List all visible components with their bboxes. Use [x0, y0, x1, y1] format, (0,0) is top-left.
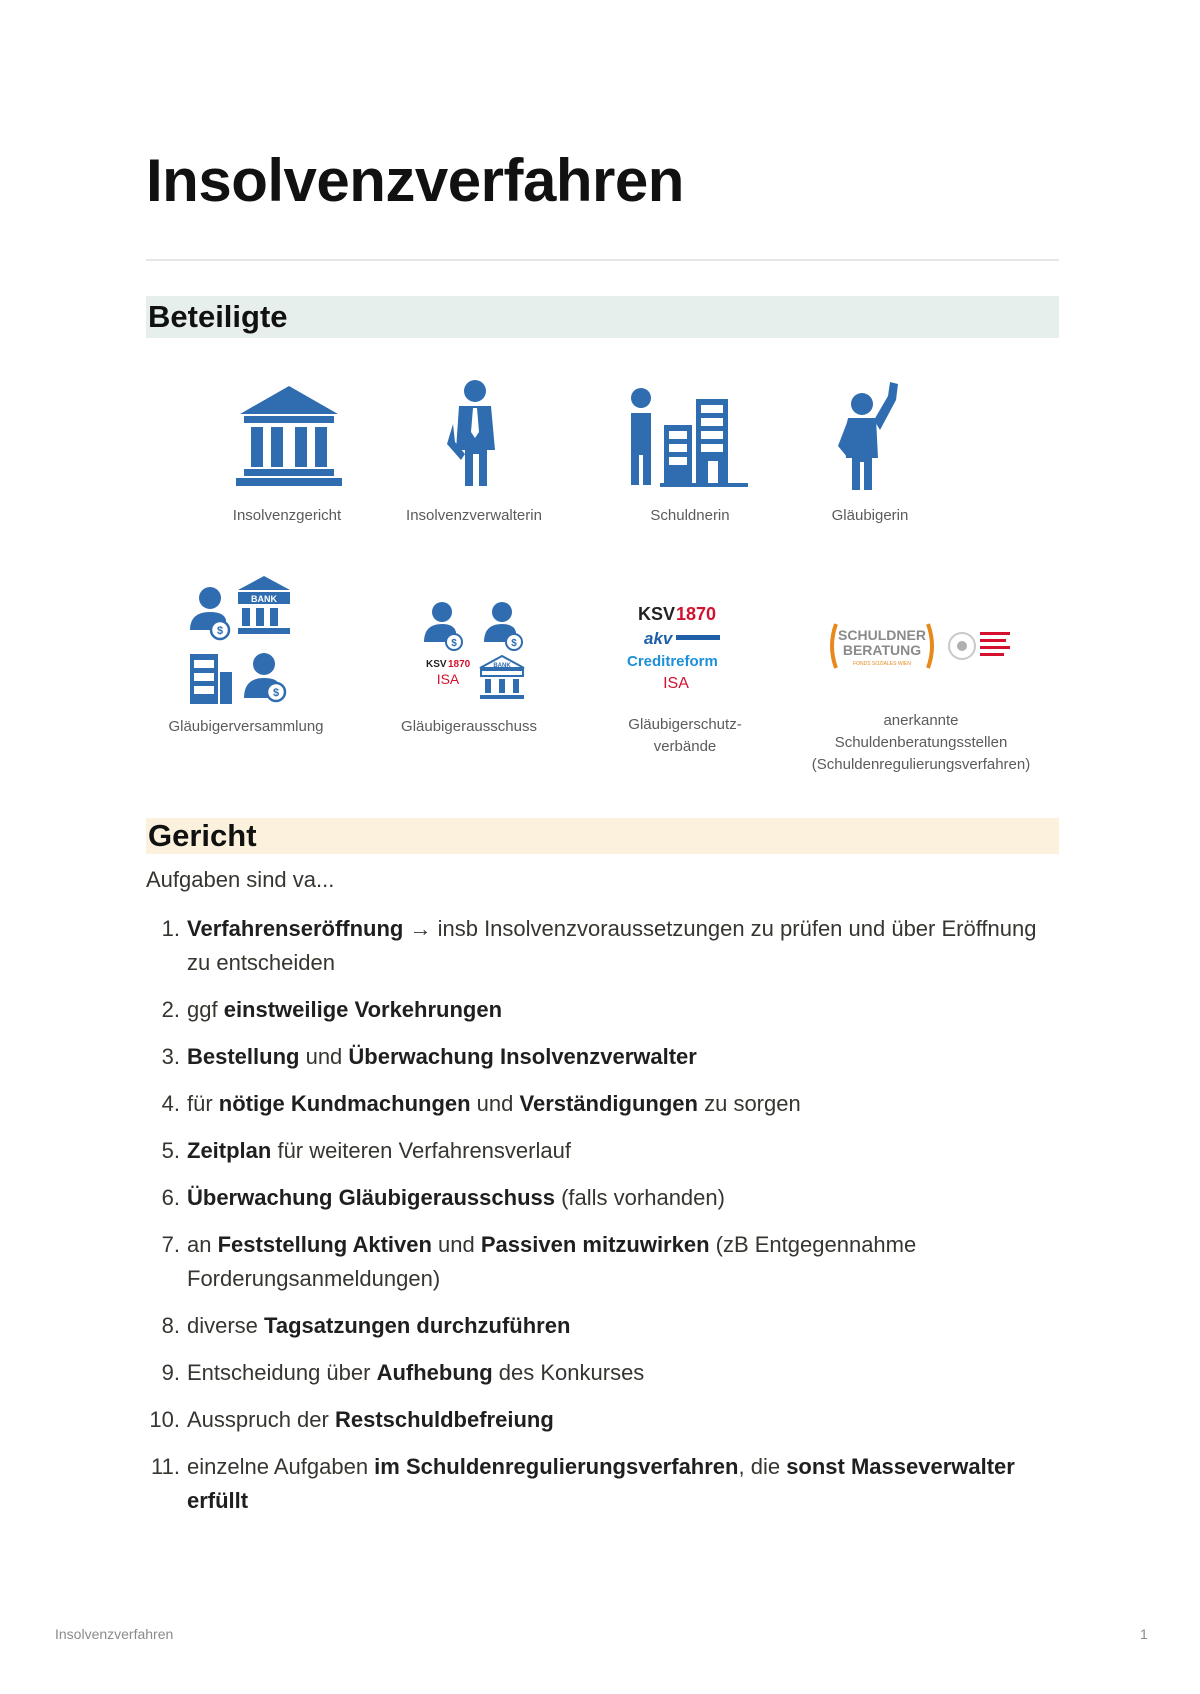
ksv-text: KSV	[638, 604, 676, 624]
currency-symbol-3: $	[451, 638, 457, 649]
list-item-text: diverse	[187, 1313, 265, 1338]
debt-counseling-logo	[828, 620, 1018, 676]
administrator-icon	[443, 380, 503, 495]
participant-label-schuldenberatungsstellen: anerkannte Schuldenberatungsstellen (Schuldenregulierungsverfahren)	[811, 712, 1031, 773]
list-item-text: , die	[738, 1454, 787, 1479]
list-item-text: und	[431, 1232, 481, 1257]
list-item-emphasis: Restschuldbefreiung	[334, 1407, 554, 1432]
list-item	[146, 1403, 1059, 1437]
list-item-text: Entscheidung über	[187, 1360, 377, 1385]
list-item	[146, 1450, 1059, 1518]
list-item-emphasis: Verfahrenseröffnung	[187, 916, 404, 941]
creditor-committee-icon	[418, 600, 528, 705]
list-item-emphasis: sonst Masseverwalter erfüllt	[187, 1454, 1015, 1513]
creditreform-text: Creditreform	[627, 653, 718, 670]
isa-small-text: ISA	[436, 671, 460, 687]
title-divider	[146, 259, 1059, 261]
participant-label-glaeubigerversammlung: Gläubigerversammlung	[168, 718, 324, 735]
list-item	[146, 1309, 1059, 1343]
akv-text: akv	[644, 629, 673, 648]
currency-symbol-4: $	[511, 638, 517, 649]
gericht-intro: Aufgaben sind va...	[146, 867, 335, 892]
participant-label-glaeubigerschutzverbaende: Gläubigerschutz- verbände	[628, 716, 742, 755]
section-heading-gericht: Gericht	[146, 818, 1059, 854]
ksv-small-year: 1870	[448, 659, 471, 670]
beratung-text: BERATUNG	[842, 642, 922, 658]
list-item-text: des Konkurses	[492, 1360, 645, 1385]
participant-label-glaeubigerausschuss: Gläubigerausschuss	[401, 718, 537, 735]
list-item-emphasis: Aufhebung	[376, 1360, 493, 1385]
section-heading-beteiligte: Beteiligte	[146, 296, 1059, 338]
list-item-emphasis: Tagsatzungen durchzuführen	[264, 1313, 571, 1338]
footer-page-number: 1	[1140, 1626, 1148, 1642]
list-item-number: 4.	[161, 1091, 180, 1116]
list-item	[146, 1040, 1059, 1074]
bank-sign-text-small: BANK	[493, 663, 511, 669]
list-item-emphasis: Überwachung Gläubigerausschuss	[187, 1185, 555, 1210]
list-item-emphasis: Passiven mitzuwirken	[480, 1232, 710, 1257]
list-item-text: für	[187, 1091, 219, 1116]
list-item-text: an	[187, 1232, 218, 1257]
list-item-number: 7.	[161, 1232, 180, 1257]
list-item	[146, 912, 1059, 980]
list-item-text: ggf	[187, 997, 224, 1022]
list-item-text: und	[470, 1091, 520, 1116]
list-item-number: 5.	[161, 1138, 180, 1163]
list-item-number: 10.	[149, 1407, 180, 1432]
list-item-number: 8.	[161, 1313, 180, 1338]
list-item-emphasis: Feststellung Aktiven	[217, 1232, 432, 1257]
task-list	[146, 912, 1059, 1531]
list-item-text: für weiteren Verfahrensverlauf	[271, 1138, 571, 1163]
creditor-icon	[836, 382, 900, 497]
list-item-emphasis: Zeitplan	[187, 1138, 272, 1163]
list-item	[146, 1134, 1059, 1168]
list-item-number: 11.	[151, 1454, 180, 1479]
ksv-small-text: KSV	[426, 659, 447, 670]
schuldner-text: SCHULDNER	[838, 627, 926, 643]
ksv-year: 1870	[676, 604, 717, 624]
participant-label-insolvenzgericht: Insolvenzgericht	[232, 507, 342, 524]
list-item-number: 2.	[161, 997, 180, 1022]
list-item-emphasis: Überwachung Insolvenzverwalter	[348, 1044, 697, 1069]
bank-sign-text: BANK	[251, 594, 277, 604]
participant-label-glaeubigerin: Gläubigerin	[831, 507, 909, 524]
list-item-text: Ausspruch der	[187, 1407, 335, 1432]
list-item	[146, 993, 1059, 1027]
list-item-emphasis: nötige Kundmachungen	[218, 1091, 471, 1116]
list-item-number: 9.	[161, 1360, 180, 1385]
participant-label-schuldnerin: Schuldnerin	[650, 507, 730, 524]
courthouse-icon	[234, 383, 344, 493]
currency-symbol-2: $	[272, 687, 280, 699]
list-item-number: 3.	[161, 1044, 180, 1069]
currency-symbol-1: $	[216, 625, 224, 637]
list-item-emphasis: Bestellung	[187, 1044, 300, 1069]
list-item-text: → insb Insolvenzvoraussetzungen zu prüfen und über Eröffnung zu entscheiden	[187, 916, 1037, 975]
list-item-emphasis: Verständigungen	[519, 1091, 698, 1116]
page-title: Insolvenzverfahren	[146, 147, 684, 214]
list-item-text: (zB Entgegennahme Forderungsanmeldungen)	[187, 1232, 917, 1291]
footer-doc-title: Insolvenzverfahren	[55, 1626, 174, 1642]
list-item	[146, 1181, 1059, 1215]
list-item-number: 6.	[161, 1185, 180, 1210]
participant-label-insolvenzverwalterin: Insolvenzverwalterin	[406, 507, 542, 524]
list-item-text: zu sorgen	[697, 1091, 801, 1116]
list-item	[146, 1356, 1059, 1390]
creditor-assembly-icon	[184, 576, 312, 711]
isa-text: ISA	[663, 675, 689, 692]
list-item-text: und	[299, 1044, 349, 1069]
creditor-associations-logo	[620, 600, 750, 700]
list-item-number: 1.	[161, 916, 180, 941]
list-item-text: einzelne Aufgaben	[187, 1454, 375, 1479]
list-item-text: (falls vorhanden)	[554, 1185, 725, 1210]
debtor-company-icon	[628, 387, 750, 492]
list-item-emphasis: einstweilige Vorkehrungen	[223, 997, 503, 1022]
list-item	[146, 1228, 1059, 1296]
fonds-text: FONDS SOZIALES WIEN	[853, 661, 911, 667]
list-item-emphasis: im Schuldenregulierungsverfahren	[374, 1454, 739, 1479]
list-item	[146, 1087, 1059, 1121]
